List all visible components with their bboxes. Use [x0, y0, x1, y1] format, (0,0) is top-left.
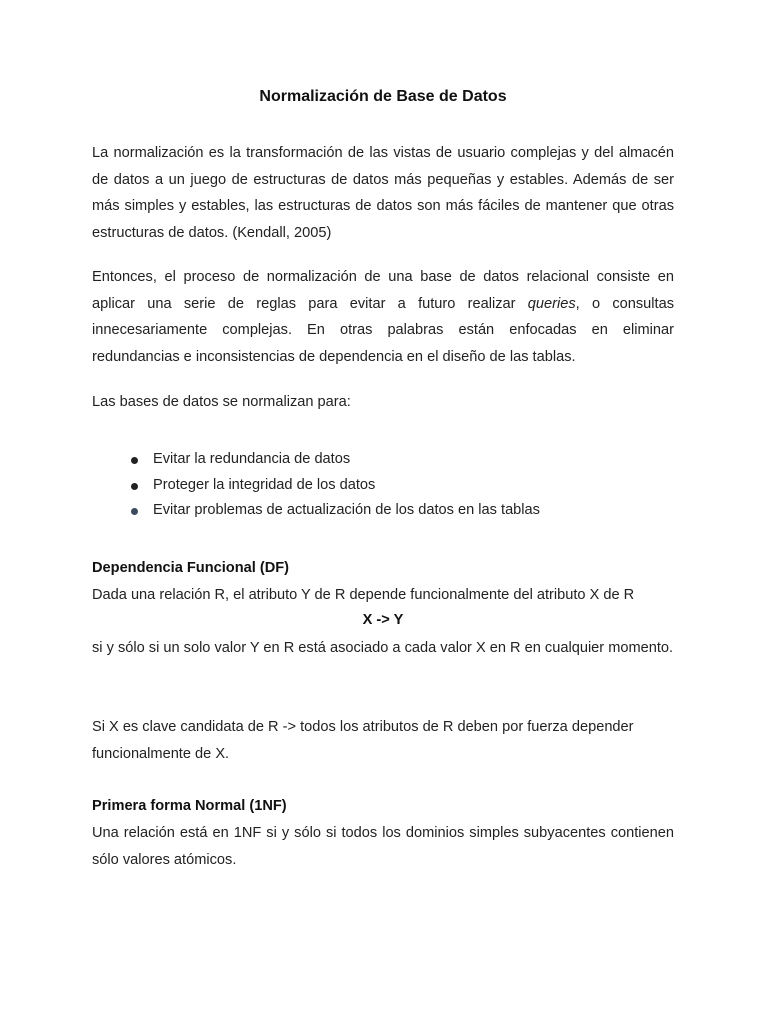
heading-primera-forma-normal: Primera forma Normal (1NF) — [92, 798, 287, 814]
df-definition-cont: si y sólo si un solo valor Y en R está asociado a cada valor X en R en cualquier momento. — [92, 640, 674, 656]
purpose-list — [92, 447, 540, 524]
paragraph-process — [92, 264, 674, 370]
paragraph-purpose: Las bases de datos se normalizan para: — [92, 394, 351, 410]
list-item-text: Proteger la integridad de los datos — [153, 476, 376, 493]
paragraph-process-end: , o consultas innecesariamente complejas. En otras palabras están enfocadas en eliminar redundancias e inconsistencias de dependencia en el diseño de las tablas. — [92, 295, 674, 365]
bullet-icon — [131, 457, 138, 464]
queries-term: queries — [527, 295, 576, 312]
list-item-text: Evitar problemas de actualización de los datos en las tablas — [153, 502, 540, 518]
df-candidate-key: Si X es clave candidata de R -> todos los atributos de R deben por fuerza depender funcionalmente de X. — [92, 719, 634, 762]
list-item — [92, 498, 540, 524]
df-formula: X -> Y — [362, 612, 404, 628]
paragraph-intro: La normalización es la transformación de las vistas de usuario complejas y del almacén de datos a un juego de estructuras de datos más pequeñas y estables. Además de ser más simples y estables, las estructuras de datos son más fáciles de mantener que otras estructuras de datos. (Kendall, 2005) — [92, 145, 674, 241]
paragraph-process-start: Entonces, el proceso de normalización de una base de datos relacional consiste en aplicar una serie de reglas para evitar a futuro realizar — [92, 269, 674, 312]
bullet-icon — [131, 508, 138, 515]
list-item-text: Evitar la redundancia de datos — [153, 451, 351, 467]
df-definition-line: Dada una relación R, el atributo Y de R depende funcionalmente del atributo X de R — [92, 587, 635, 603]
nf1-definition: Una relación está en 1NF si y sólo si todos los dominios simples subyacentes contienen sólo valores atómicos. — [92, 825, 674, 868]
list-item — [92, 447, 540, 473]
bullet-icon — [131, 483, 138, 490]
document-title: Normalización de Base de Datos — [259, 88, 507, 105]
heading-dependencia-funcional: Dependencia Funcional (DF) — [92, 560, 290, 576]
list-item — [92, 473, 540, 499]
